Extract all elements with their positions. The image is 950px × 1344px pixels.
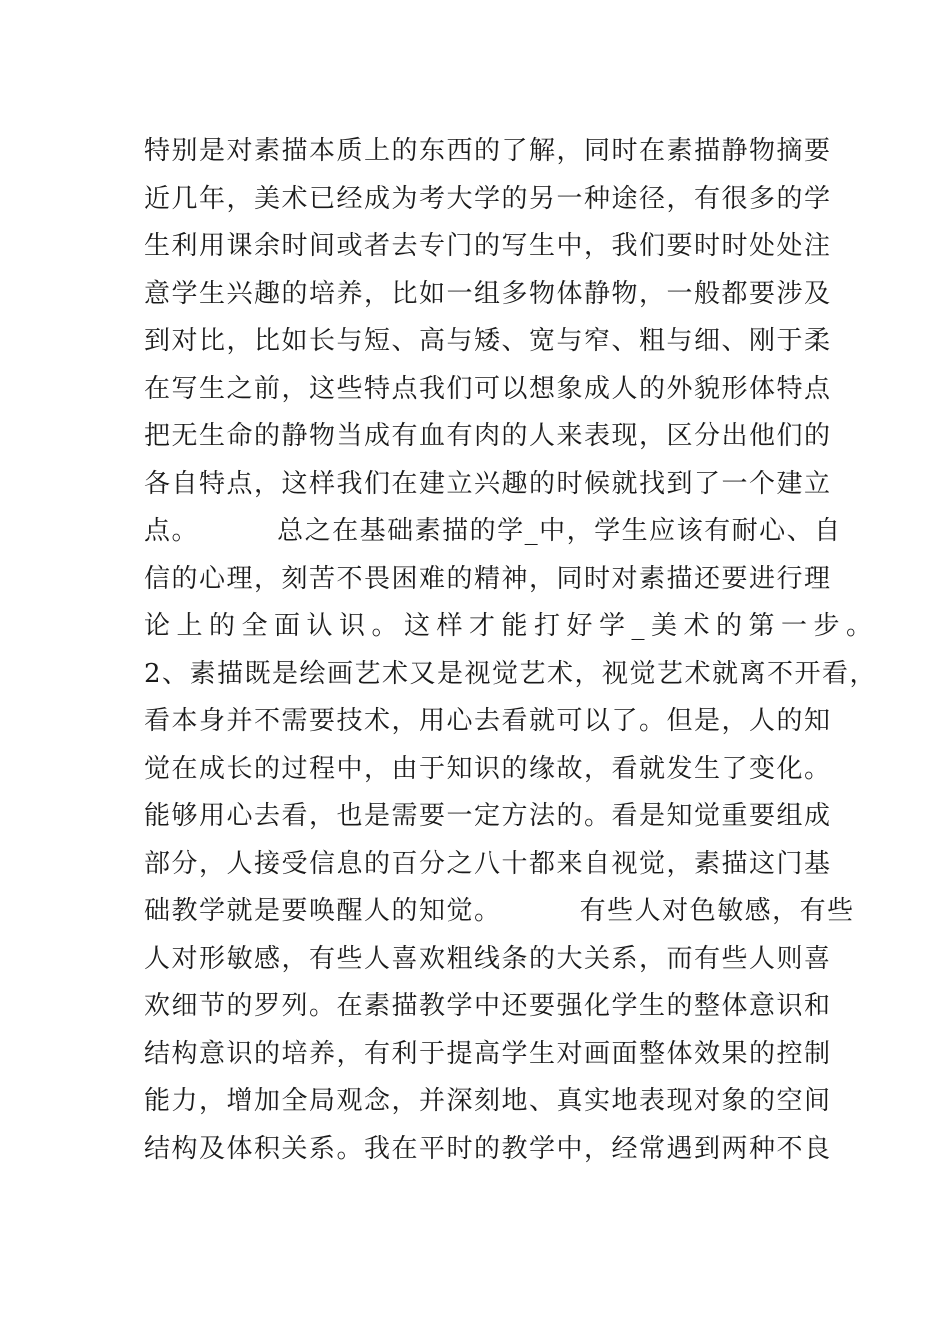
- text-line: 能力，增加全局观念，并深刻地、真实地表现对象的空间: [144, 1086, 832, 1116]
- text-line: 结构意识的培养，有利于提高学生对画面整体效果的控制: [144, 1038, 832, 1069]
- text-line: 础教学就是要唤醒人的知觉。 有些人对色敏感，有些: [144, 896, 855, 926]
- text-line: 近几年，美术已经成为考大学的另一种途径，有很多的学: [144, 183, 832, 214]
- text-line: 生利用课余时间或者去专门的写生中，我们要时时处处注: [144, 231, 832, 261]
- body-text: [144, 128, 879, 1173]
- text-line: 能够用心去看，也是需要一定方法的。看是知觉重要组成: [144, 801, 832, 831]
- text-line: 点。 总之在基础素描的学_中，学生应该有耐心、自: [144, 516, 842, 546]
- text-line: 各自特点，这样我们在建立兴趣的时候就找到了一个建立: [144, 468, 832, 499]
- text-line: 2、素描既是绘画艺术又是视觉艺术，视觉艺术就离不开看，: [144, 658, 878, 689]
- text-line: 论上的全面认识。这样才能打好学_美术的第一步。: [144, 611, 879, 641]
- text-line: 结构及体积关系。我在平时的教学中，经常遇到两种不良: [144, 1133, 832, 1164]
- text-line: 信的心理，刻苦不畏困难的精神，同时对素描还要进行理: [144, 563, 832, 594]
- text-line: 意学生兴趣的培养，比如一组多物体静物，一般都要涉及: [144, 278, 832, 309]
- text-line: 特别是对素描本质上的东西的了解，同时在素描静物摘要: [144, 136, 832, 166]
- text-line: 人对形敏感，有些人喜欢粗线条的大关系，而有些人则喜: [144, 943, 832, 974]
- text-line: 看本身并不需要技术，用心去看就可以了。但是，人的知: [144, 706, 832, 736]
- text-line: 到对比，比如长与短、高与矮、宽与窄、粗与细、刚于柔: [144, 326, 832, 356]
- text-line: 部分，人接受信息的百分之八十都来自视觉，素描这门基: [144, 848, 832, 879]
- text-line: 把无生命的静物当成有血有肉的人来表现，区分出他们的: [144, 421, 832, 451]
- text-line: 欢细节的罗列。在素描教学中还要强化学生的整体意识和: [144, 991, 832, 1021]
- text-line: 觉在成长的过程中，由于知识的缘故，看就发生了变化。: [144, 753, 832, 784]
- text-line: 在写生之前，这些特点我们可以想象成人的外貌形体特点: [144, 373, 832, 404]
